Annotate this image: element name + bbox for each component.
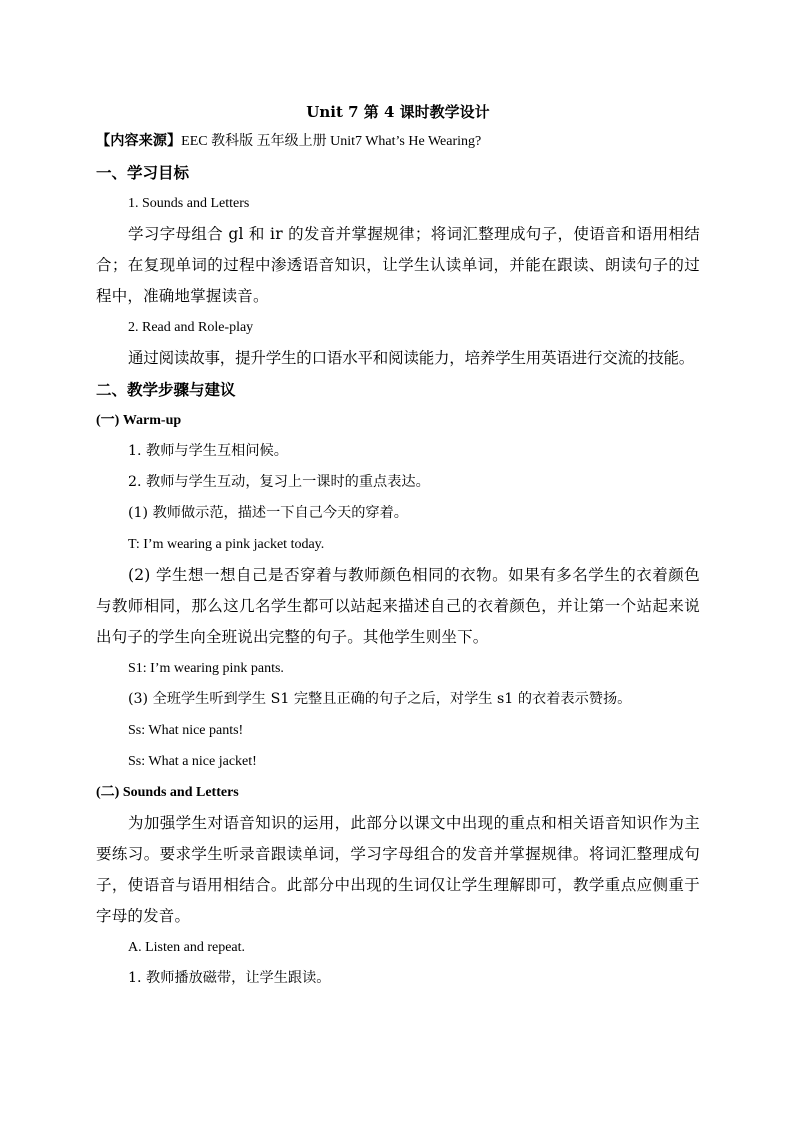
content-source-label: 【内容来源】 xyxy=(96,133,182,149)
document-page xyxy=(96,100,700,994)
section-heading-steps: 二、教学步骤与建议 xyxy=(96,380,236,399)
subsection-heading-sounds: (二) Sounds and Letters xyxy=(96,785,239,800)
objective-2-body: 通过阅读故事，提升学生的口语水平和阅读能力，培养学生用英语进行交流的技能。 xyxy=(128,349,695,367)
warmup-step-1: 1. 教师与学生互相问候。 xyxy=(128,443,288,459)
subsection-heading-warmup: (一) Warm-up xyxy=(96,413,182,428)
warmup-substep-1: (1) 教师做示范，描述一下自己今天的穿着。 xyxy=(128,505,408,521)
document-title: Unit 7 第 4 课时教学设计 xyxy=(306,103,490,121)
listen-repeat-line: A. Listen and repeat. xyxy=(128,940,246,955)
content-source-line xyxy=(96,126,700,157)
section-heading-objectives: 一、学习目标 xyxy=(96,163,190,182)
objective-1-body: 学习字母组合 gl 和 ir 的发音并掌握规律；将词汇整理成句子，使语音和语用相结合；在复现单词的过程中渗透语音知识，让学生认读单词，并能在跟读、朗读句子的过程中，准确地掌握读音。 xyxy=(96,225,700,305)
warmup-substep-3: (3) 全班学生听到学生 S1 完整且正确的句子之后，对学生 s1 的衣着表示赞扬。 xyxy=(128,691,632,707)
students-dialogue-line-1: Ss: What nice pants! xyxy=(128,723,244,738)
sounds-step-1: 1. 教师播放磁带，让学生跟读。 xyxy=(128,970,331,986)
teacher-dialogue-line: T: I’m wearing a pink jacket today. xyxy=(128,537,325,552)
objective-2-title: 2. Read and Role-play xyxy=(128,320,254,335)
warmup-substep-2: (2) 学生想一想自己是否穿着与教师颜色相同的衣物。如果有多名学生的衣着颜色与教师相同，那么这几名学生都可以站起来描述自己的衣着颜色，并让第一个站起来说出句子的学生向全班说出完整的句子。其他学生则坐下。 xyxy=(96,566,700,646)
warmup-step-2: 2. 教师与学生互动，复习上一课时的重点表达。 xyxy=(128,474,430,490)
student-dialogue-line: S1: I’m wearing pink pants. xyxy=(128,661,284,676)
students-dialogue-line-2: Ss: What a nice jacket! xyxy=(128,754,257,769)
objective-1-title: 1. Sounds and Letters xyxy=(128,196,250,211)
content-source-text: EEC 教科版 五年级上册 Unit7 What’s He Wearing? xyxy=(181,134,482,149)
sounds-body: 为加强学生对语音知识的运用，此部分以课文中出现的重点和相关语音知识作为主要练习。要求学生听录音跟读单词，学习字母组合的发音并掌握规律。将词汇整理成句子，使语音与语用相结合。此部分中出现的生词仅让学生理解即可，教学重点应侧重于字母的发音。 xyxy=(96,814,700,925)
